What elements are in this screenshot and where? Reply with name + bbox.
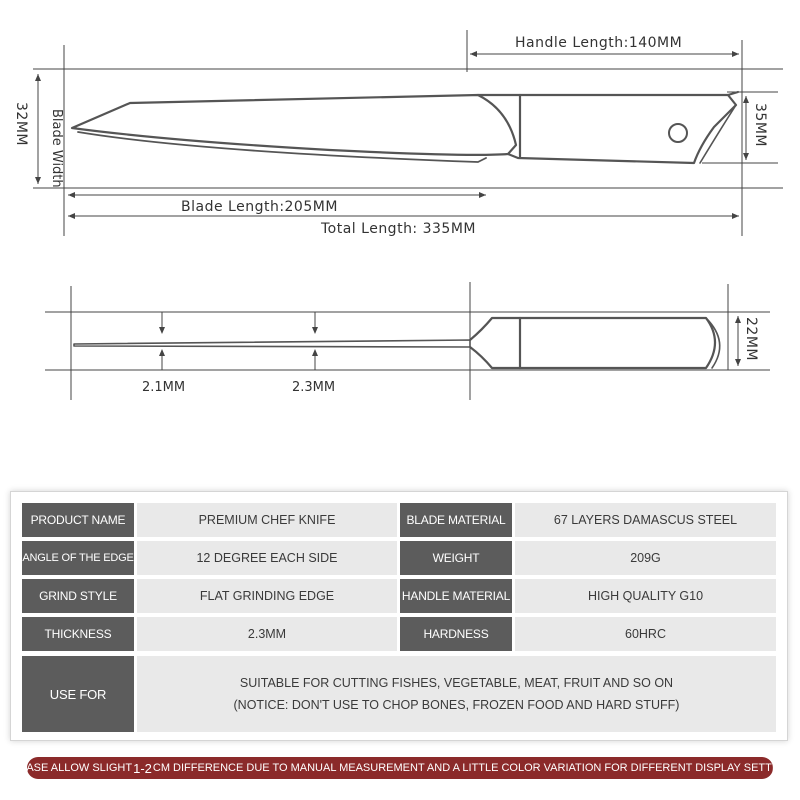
handle-length-label: Handle Length:140MM [515,35,683,51]
knife-outline-top [72,92,738,163]
spec-label-hardness: HARDNESS [400,617,512,651]
blade-width-label: Blade Width [49,109,64,188]
handle-height-label: 35MM [752,103,768,147]
blade-length-label: Blade Length:205MM [181,199,338,215]
handle-thickness-label: 22MM [743,317,759,361]
spec-value-blade-material: 67 LAYERS DAMASCUS STEEL [515,503,776,537]
handle-outline [478,95,736,163]
spec-value-thickness: 2.3MM [137,617,397,651]
spine-thickness-label: 2.3MM [292,380,336,395]
tip-thickness-label: 2.1MM [142,380,186,395]
handle-rivet [669,124,687,142]
spec-value-grind-style: FLAT GRINDING EDGE [137,579,397,613]
spec-label-grind-style: GRIND STYLE [22,579,134,613]
guide-lines [33,30,783,236]
bolster-profile [470,318,520,368]
blade-profile [74,340,470,347]
spec-value-handle-material: HIGH QUALITY G10 [515,579,776,613]
blade-width-value: 32MM [13,102,29,146]
handle-profile [520,318,715,368]
spec-value-weight: 209G [515,541,776,575]
spec-label-handle-material: HANDLE MATERIAL [400,579,512,613]
spec-label-blade-material: BLADE MATERIAL [400,503,512,537]
total-length-label: Total Length: 335MM [321,221,476,237]
notice-bar [5,757,795,779]
notice-text-before: PLEASE ALLOW SLIGHT [5,762,133,774]
spec-label-weight: WEIGHT [400,541,512,575]
spec-label-edge-angle: ANGLE OF THE EDGE [22,541,134,575]
knife-outline-side [74,318,720,368]
notice-highlight: 1-2 [133,760,152,776]
spec-value-hardness: 60HRC [515,617,776,651]
blade-outline [72,95,516,155]
notice-text-after: CM DIFFERENCE DUE TO MANUAL MEASUREMENT AND A LITTLE COLOR VARIATION FOR DIFFERENT DISPLAY SETTING. [152,762,795,774]
spec-label-use-for: USE FOR [22,656,134,732]
spec-label-product-name: PRODUCT NAME [22,503,134,537]
spec-value-edge-angle: 12 DEGREE EACH SIDE [137,541,397,575]
spec-value-use-for [137,656,776,732]
knife-side-view-diagram [0,270,800,410]
spec-label-thickness: THICKNESS [22,617,134,651]
knife-top-view-diagram [0,0,800,250]
spec-table [10,491,788,741]
use-for-line-2: (NOTICE: DON'T USE TO CHOP BONES, FROZEN FOOD AND HARD STUFF) [233,698,680,712]
spec-value-product-name: PREMIUM CHEF KNIFE [137,503,397,537]
use-for-line-1: SUITABLE FOR CUTTING FISHES, VEGETABLE, MEAT, FRUIT AND SO ON [239,676,674,690]
